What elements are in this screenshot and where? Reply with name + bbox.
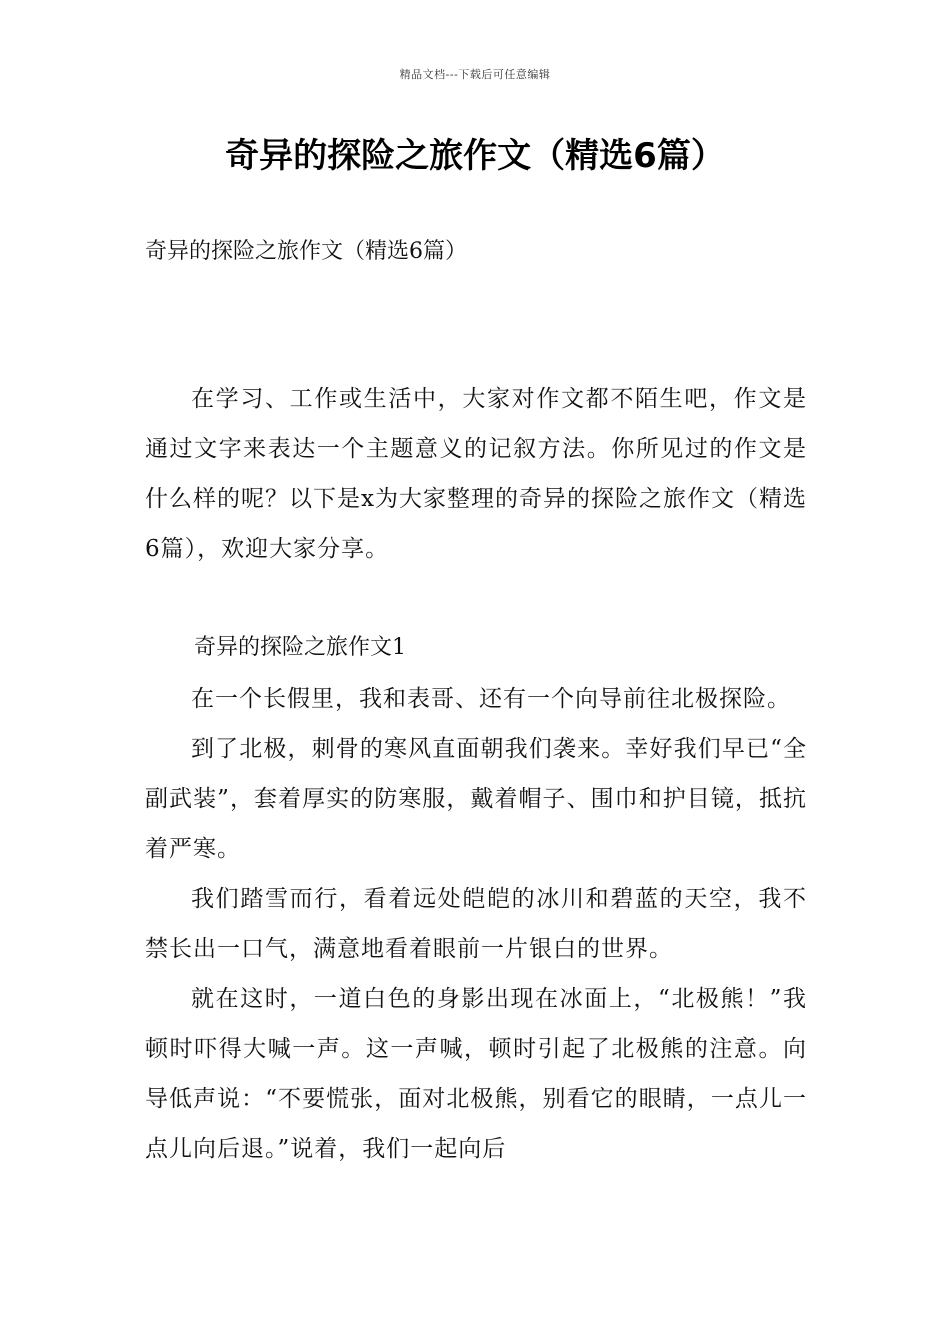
intro-paragraph: 在学习、工作或生活中，大家对作文都不陌生吧，作文是通过文字来表达一个主题意义的记叙方法。你所见过的作文是什么样的呢？以下是x为大家整理的奇异的探险之旅作文（精选6篇），欢迎大家分享。 bbox=[145, 386, 807, 562]
document-subtitle: 奇异的探险之旅作文（精选6篇） bbox=[145, 239, 467, 264]
document-title: 奇异的探险之旅作文（精选6篇） bbox=[225, 136, 725, 176]
section-title: 奇异的探险之旅作文1 bbox=[194, 635, 406, 660]
story-block bbox=[145, 674, 807, 1174]
story-paragraph: 在一个长假里，我和表哥、还有一个向导前往北极探险。 bbox=[191, 686, 791, 712]
story-paragraph: 到了北极，刺骨的寒风直面朝我们袭来。幸好我们早已“全副武装”，套着厚实的防寒服，戴着帽子、围巾和护目镜，抵抗着严寒。 bbox=[145, 736, 807, 862]
intro-block bbox=[145, 374, 807, 574]
header-note: 精品文档---下载后可任意编辑 bbox=[399, 68, 551, 81]
story-paragraph: 我们踏雪而行，看着远处皑皑的冰川和碧蓝的天空，我不禁长出一口气，满意地看着眼前一片银白的世界。 bbox=[145, 886, 807, 962]
story-paragraph: 就在这时，一道白色的身影出现在冰面上，“北极熊！”我顿时吓得大喊一声。这一声喊，顿时引起了北极熊的注意。向导低声说：“不要慌张，面对北极熊，别看它的眼睛，一点儿一点儿向后退。”说着，我们一起向后 bbox=[145, 986, 807, 1162]
